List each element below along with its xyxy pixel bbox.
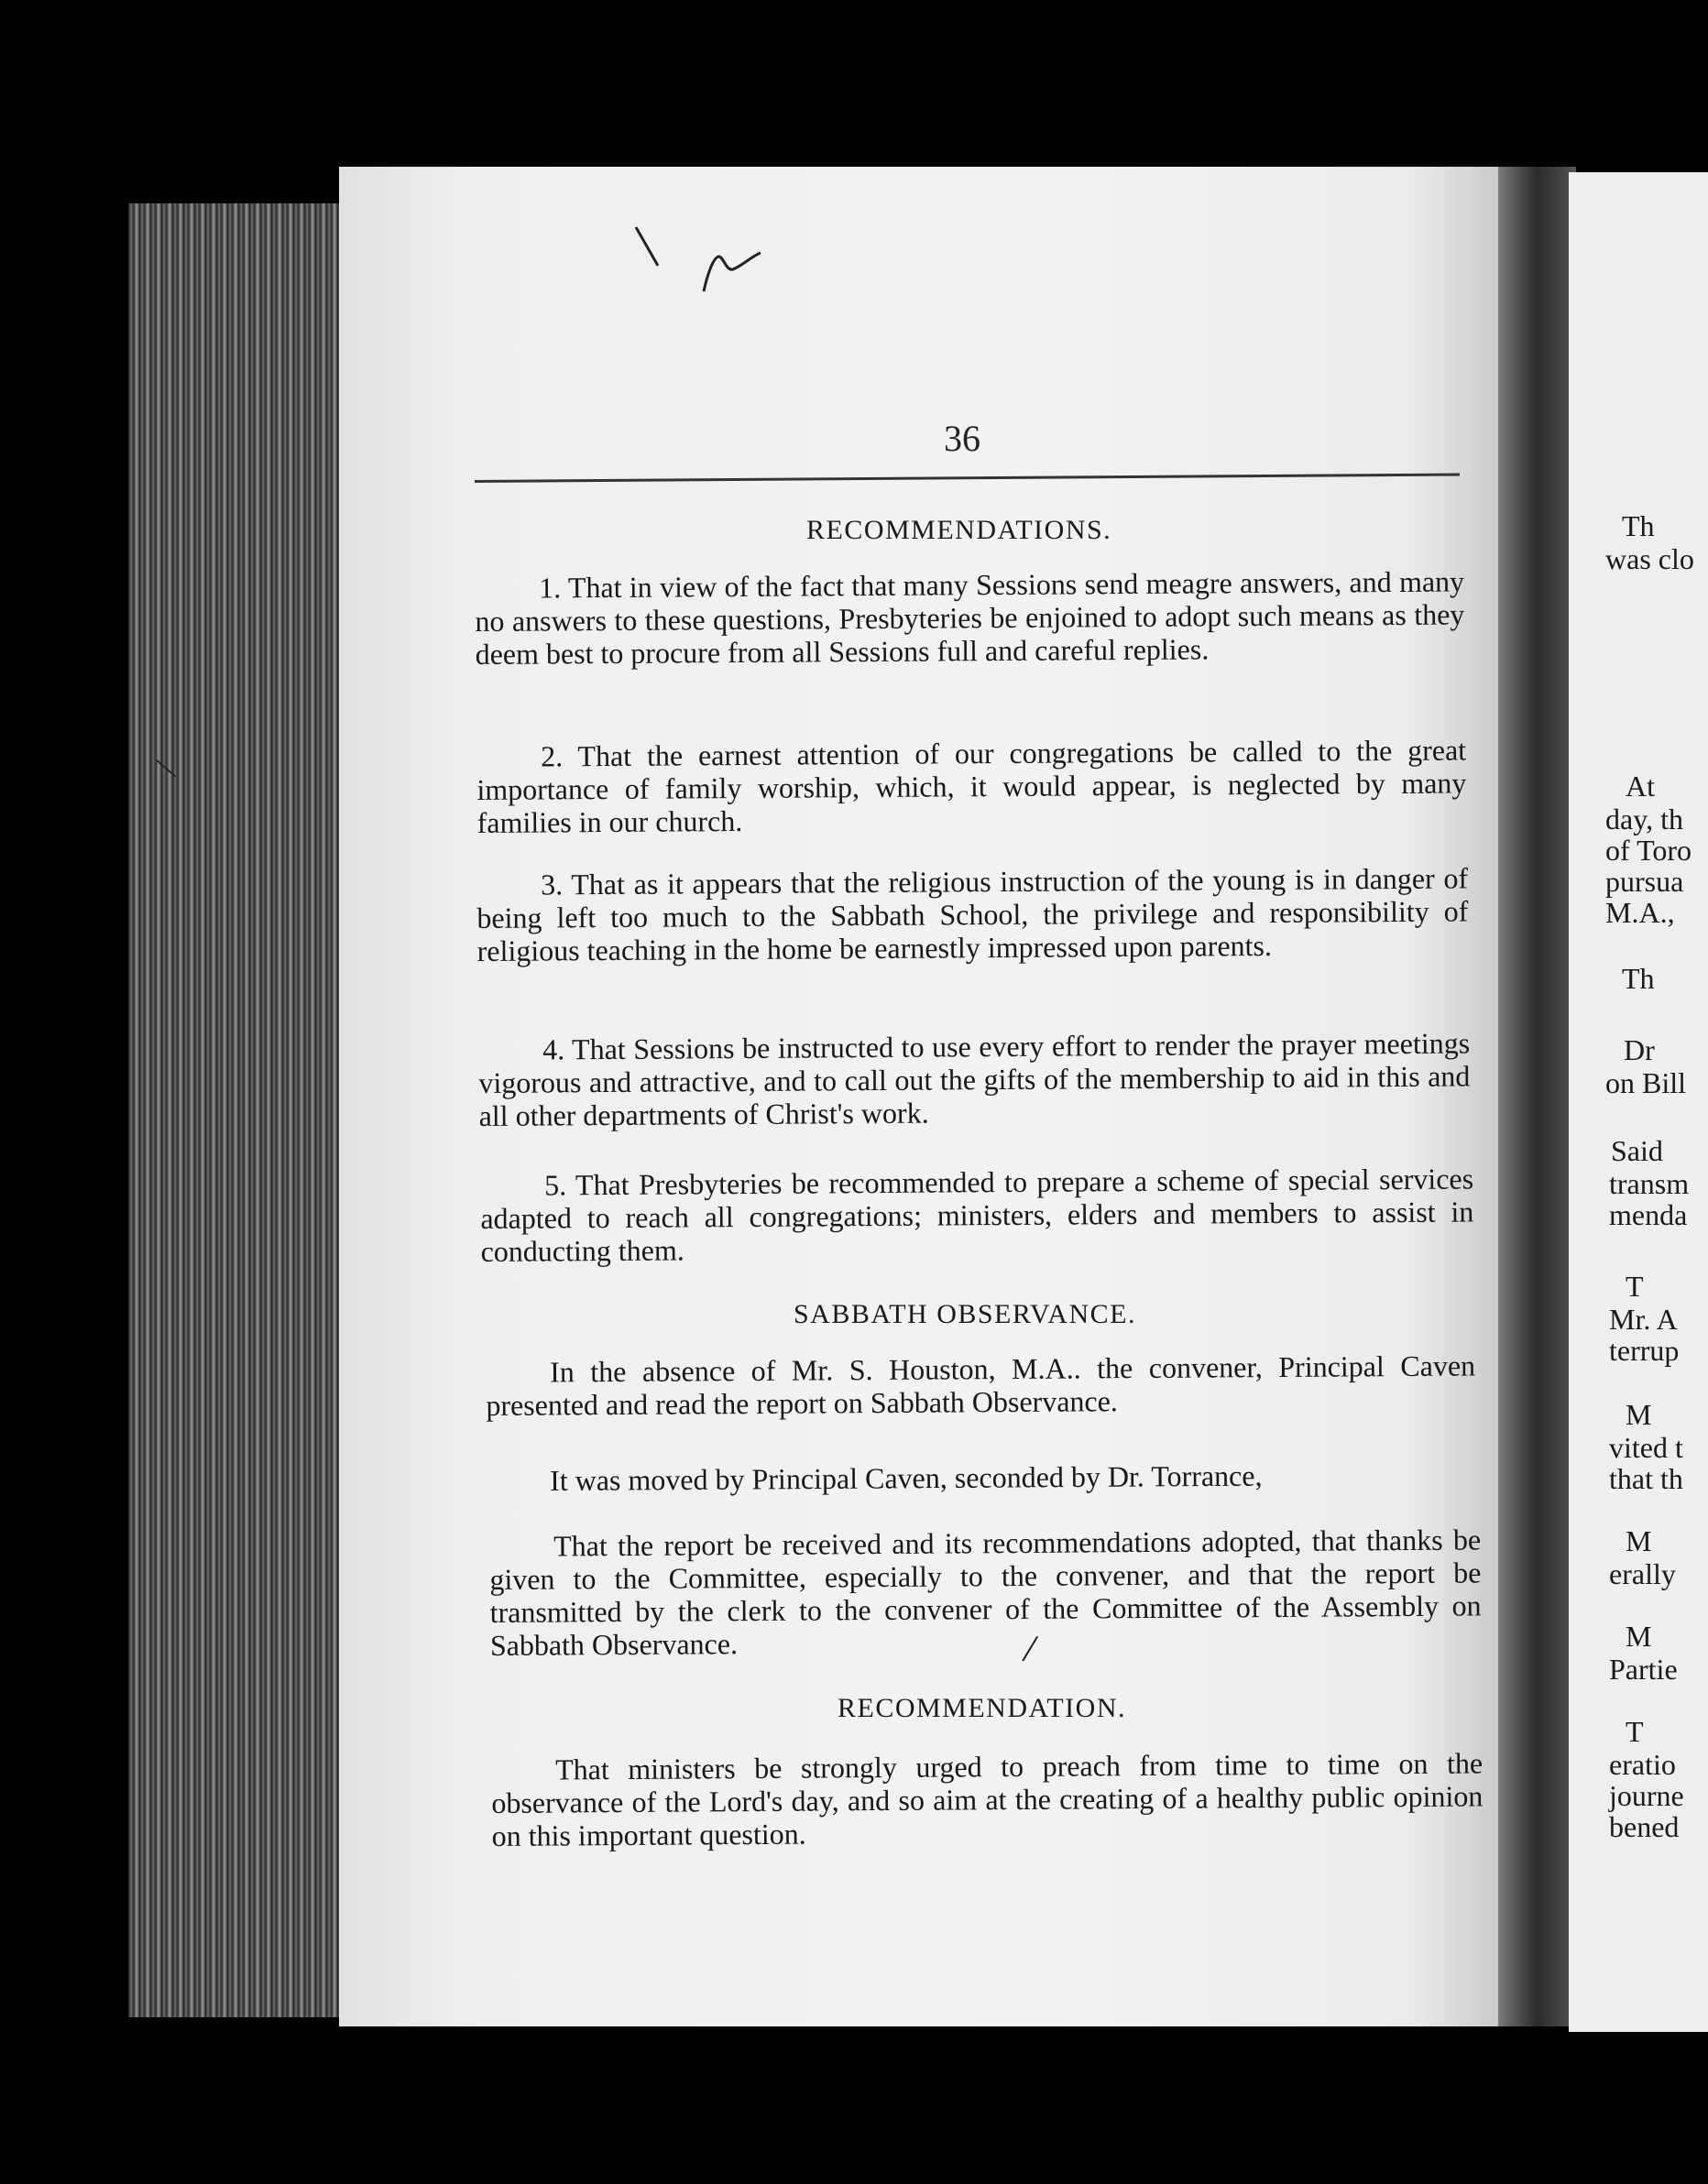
facing-text: erally: [1609, 1557, 1676, 1590]
recommendation-item-5: 5. That Presbyteries be recommended to prepare a scheme of special services adapted to reach all congregations; ministers, elders and members to assist in conducting them.: [480, 1162, 1474, 1268]
recommendation-item-2: 2. That the earnest attention of our congregations be called to the great importance of family worship, which, it would appear, is neglected by many families in our church.: [476, 733, 1467, 839]
facing-text: that th: [1609, 1462, 1683, 1495]
moved-by: It was moved by Principal Caven, seconded by Dr. Torrance,: [550, 1458, 1263, 1497]
facing-text: M: [1626, 1524, 1652, 1557]
pencil-tick: /: [1020, 1625, 1041, 1672]
page-number: 36: [944, 418, 980, 459]
facing-text: of Toro: [1605, 834, 1692, 867]
pencil-mark: [623, 220, 788, 302]
facing-text: bened: [1609, 1810, 1680, 1843]
facing-text: Th: [1622, 509, 1655, 542]
facing-text: pursua: [1605, 865, 1684, 898]
facing-text: on Bill: [1605, 1066, 1687, 1099]
margin-mark: \: [152, 749, 181, 788]
facing-text: was clo: [1605, 542, 1694, 575]
facing-text: eratio: [1609, 1748, 1676, 1781]
heading-recommendations: RECOMMENDATIONS.: [806, 515, 1112, 545]
facing-text: T: [1626, 1715, 1644, 1748]
motion-text: That the report be received and its recommendations adopted, that thanks be given to the Committee, especially to the convener, and that the report be transmitted by the clerk to the convener of the Committee of the Assembly on Sabbath Observance.: [489, 1523, 1482, 1662]
facing-text: Said: [1611, 1134, 1663, 1167]
facing-text: journe: [1609, 1779, 1684, 1812]
facing-text: day, th: [1605, 803, 1684, 835]
recommendation-item-3: 3. That as it appears that the religious instruction of the young is in danger of being left too much to the Sabbath School, the privilege and responsibility of religious teaching in the home be earnestly impressed upon parents.: [476, 861, 1469, 967]
book-gutter: [1498, 167, 1576, 2026]
facing-text: terrup: [1609, 1334, 1680, 1367]
facing-text: M.A.,: [1605, 896, 1675, 929]
facing-text: Partie: [1609, 1653, 1678, 1686]
page-edges: [128, 203, 357, 2017]
recommendation-item-4: 4. That Sessions be instructed to use every effort to render the prayer meetings vigorous and attractive, and to call out the gifts of the membership to aid in this and all other departments of Christ's work.: [478, 1026, 1471, 1132]
heading-recommendation: RECOMMENDATION.: [838, 1693, 1126, 1723]
facing-text: Dr: [1624, 1033, 1655, 1066]
facing-text: transm: [1609, 1167, 1690, 1200]
recommendation-item-1: 1. That in view of the fact that many Sessions send meagre answers, and many no answers to these questions, Presbyteries be enjoined to adopt such means as they deem best to procure from all Sessions full and careful replies.: [475, 564, 1465, 671]
facing-text: menda: [1609, 1198, 1688, 1231]
facing-text: vited t: [1609, 1431, 1683, 1464]
facing-page: [1569, 172, 1708, 2032]
facing-text: M: [1626, 1398, 1652, 1431]
sabbath-intro: In the absence of Mr. S. Houston, M.A.. the convener, Principal Caven presented and read the report on Sabbath Observance.: [486, 1349, 1476, 1422]
facing-text: M: [1626, 1620, 1652, 1653]
facing-text: Mr. A: [1609, 1303, 1678, 1336]
facing-text: Th: [1622, 962, 1655, 995]
facing-text: At: [1626, 770, 1655, 803]
facing-text: T: [1626, 1270, 1644, 1303]
final-recommendation: That ministers be strongly urged to preach from time to time on the observance of the Lord's day, and so aim at the creating of a healthy public opinion on this important question.: [491, 1746, 1484, 1852]
heading-sabbath-observance: SABBATH OBSERVANCE.: [794, 1299, 1136, 1329]
